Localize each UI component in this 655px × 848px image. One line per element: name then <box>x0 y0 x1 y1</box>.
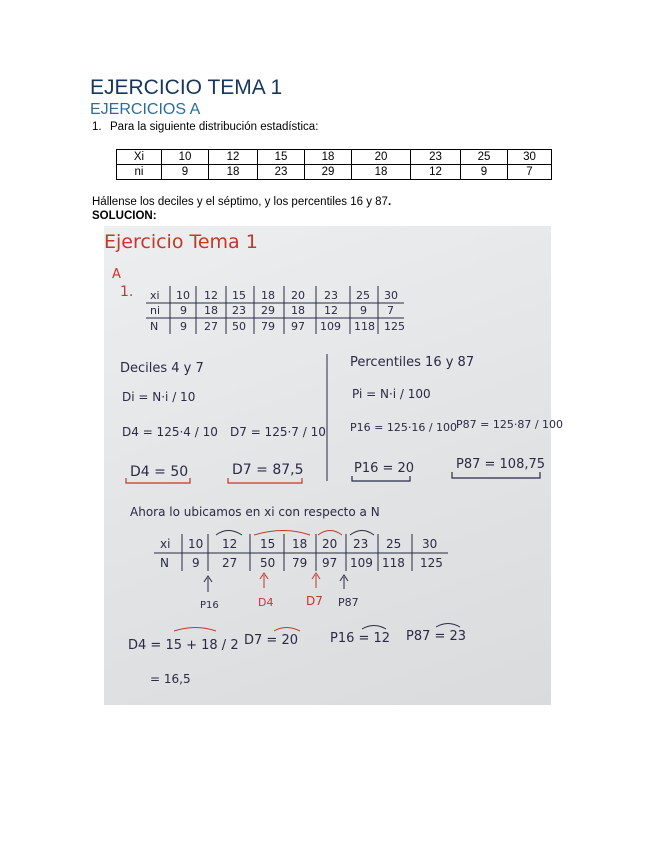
prompt-end: . <box>387 196 392 208</box>
hw-t1-cell: 18 <box>261 289 275 302</box>
hw-t2-cell: 25 <box>386 537 402 551</box>
table-cell: 30 <box>508 150 552 165</box>
hw-arrow-label: D4 <box>258 596 274 609</box>
prompt-text: Hállense los deciles y el séptimo, y los percentiles 16 y 87 <box>92 196 388 208</box>
hw-t1-cell: 15 <box>232 289 246 302</box>
table-cell: 7 <box>508 165 552 180</box>
table-row <box>117 150 552 165</box>
table-cell: 12 <box>411 165 461 180</box>
hw-t2-cell: 12 <box>222 537 238 551</box>
hw-deciles-heading: Deciles 4 y 7 <box>120 361 204 376</box>
table-cell: 25 <box>461 150 508 165</box>
document-title: EJERCICIO TEMA 1 <box>90 76 283 99</box>
hw-t1-cell: 7 <box>387 304 394 317</box>
hw-t2-cell: xi <box>160 537 171 551</box>
hw-t1-cell: 25 <box>356 289 370 302</box>
hw-t1-cell: 9 <box>360 304 367 317</box>
hw-p87-calc: P87 = 125·87 / 100 <box>456 418 564 431</box>
hw-t2-cell: 125 <box>420 556 443 570</box>
hw-t1-cell: 12 <box>324 304 338 317</box>
handwritten-solution-photo <box>104 226 564 705</box>
table-cell: 9 <box>461 165 508 180</box>
hw-table-1 <box>146 286 405 334</box>
hw-t2-cell: 30 <box>422 537 438 551</box>
hw-arrow-label: D7 <box>306 594 323 608</box>
hw-arrow-label: P87 <box>338 596 359 609</box>
document-subtitle: EJERCICIOS A <box>90 101 201 118</box>
hw-title: Ejercicio Tema 1 <box>104 231 258 253</box>
hw-t1-cell: 30 <box>384 289 398 302</box>
hw-t1-cell: ni <box>150 304 161 317</box>
handwritten-notes <box>104 226 564 705</box>
hw-t1-cell: N <box>150 320 159 333</box>
hw-final-d4-result: = 16,5 <box>150 672 191 686</box>
hw-t1-cell: 97 <box>291 320 305 333</box>
hw-t1-cell: 118 <box>354 320 375 333</box>
hw-t1-cell: 20 <box>291 289 305 302</box>
hw-final-p16: P16 = 12 <box>330 631 391 646</box>
table-cell: ni <box>117 165 162 180</box>
exercise-prompt <box>92 196 391 208</box>
hw-t1-cell: xi <box>150 289 160 302</box>
table-cell: 12 <box>209 150 258 165</box>
hw-t1-cell: 18 <box>204 304 218 317</box>
table-cell: 10 <box>162 150 209 165</box>
hw-t1-cell: 10 <box>176 289 190 302</box>
table-cell: 15 <box>258 150 305 165</box>
hw-decile-formula: Di = N·i / 10 <box>122 390 196 404</box>
hw-t2-cell: N <box>160 556 169 570</box>
hw-t1-cell: 50 <box>232 320 246 333</box>
table-cell: 23 <box>411 150 461 165</box>
table-cell: 29 <box>305 165 352 180</box>
hw-final-p87: P87 = 23 <box>406 629 467 644</box>
question-number: 1. <box>92 121 102 133</box>
hw-t2-cell: 97 <box>322 556 338 570</box>
solution-label: SOLUCION: <box>92 210 157 222</box>
hw-locate-text: Ahora lo ubicamos en xi con respecto a N <box>130 505 380 519</box>
hw-t1-cell: 29 <box>261 304 275 317</box>
hw-t1-cell: 23 <box>232 304 246 317</box>
table-row <box>117 165 552 180</box>
hw-item: 1. <box>120 284 134 300</box>
table-cell: 18 <box>305 150 352 165</box>
question-text: Para la siguiente distribución estadística: <box>110 121 319 133</box>
hw-t2-cell: 118 <box>382 556 405 570</box>
hw-t2-cell: 50 <box>260 556 276 570</box>
hw-t1-cell: 9 <box>180 320 187 333</box>
hw-t2-cell: 23 <box>353 537 369 551</box>
hw-t1-cell: 18 <box>291 304 305 317</box>
hw-d4-result: D4 = 50 <box>130 464 189 480</box>
hw-t2-cell: 18 <box>292 537 308 551</box>
hw-p87-result: P87 = 108,75 <box>456 457 546 472</box>
table-cell: 9 <box>162 165 209 180</box>
hw-final-d4: D4 = 15 + 18 / 2 <box>128 638 239 653</box>
hw-p16-result: P16 = 20 <box>354 461 415 476</box>
hw-d7-result: D7 = 87,5 <box>232 462 304 478</box>
hw-percentiles-heading: Percentiles 16 y 87 <box>350 355 475 370</box>
hw-t2-cell: 9 <box>192 556 200 570</box>
distribution-table <box>116 149 552 180</box>
hw-t1-cell: 109 <box>320 320 341 333</box>
table-cell: 18 <box>209 165 258 180</box>
hw-t1-cell: 23 <box>324 289 338 302</box>
table-cell: Xi <box>117 150 162 165</box>
hw-percentile-formula: Pi = N·i / 100 <box>352 387 431 401</box>
hw-t1-cell: 9 <box>180 304 187 317</box>
hw-t2-cell: 27 <box>222 556 238 570</box>
hw-arrows <box>200 573 359 611</box>
hw-t1-cell: 125 <box>384 320 405 333</box>
table-cell: 18 <box>352 165 411 180</box>
hw-d7-calc: D7 = 125·7 / 10 <box>230 425 326 439</box>
hw-t2-cell: 10 <box>188 537 204 551</box>
hw-t2-cell: 79 <box>292 556 308 570</box>
question <box>92 121 318 133</box>
hw-table-2 <box>154 531 448 572</box>
hw-arrow-label: P16 <box>200 600 219 611</box>
hw-d4-calc: D4 = 125·4 / 10 <box>122 425 218 439</box>
hw-t2-cell: 109 <box>350 556 373 570</box>
hw-t2-cell: 15 <box>260 537 276 551</box>
hw-p16-calc: P16 = 125·16 / 100 <box>350 421 458 434</box>
hw-final-d7: D7 = 20 <box>244 633 298 648</box>
table-cell: 20 <box>352 150 411 165</box>
hw-t1-cell: 79 <box>261 320 275 333</box>
hw-t1-cell: 27 <box>204 320 218 333</box>
hw-t1-cell: 12 <box>204 289 218 302</box>
hw-section: A <box>112 267 121 282</box>
table-cell: 23 <box>258 165 305 180</box>
hw-t2-cell: 20 <box>322 537 338 551</box>
